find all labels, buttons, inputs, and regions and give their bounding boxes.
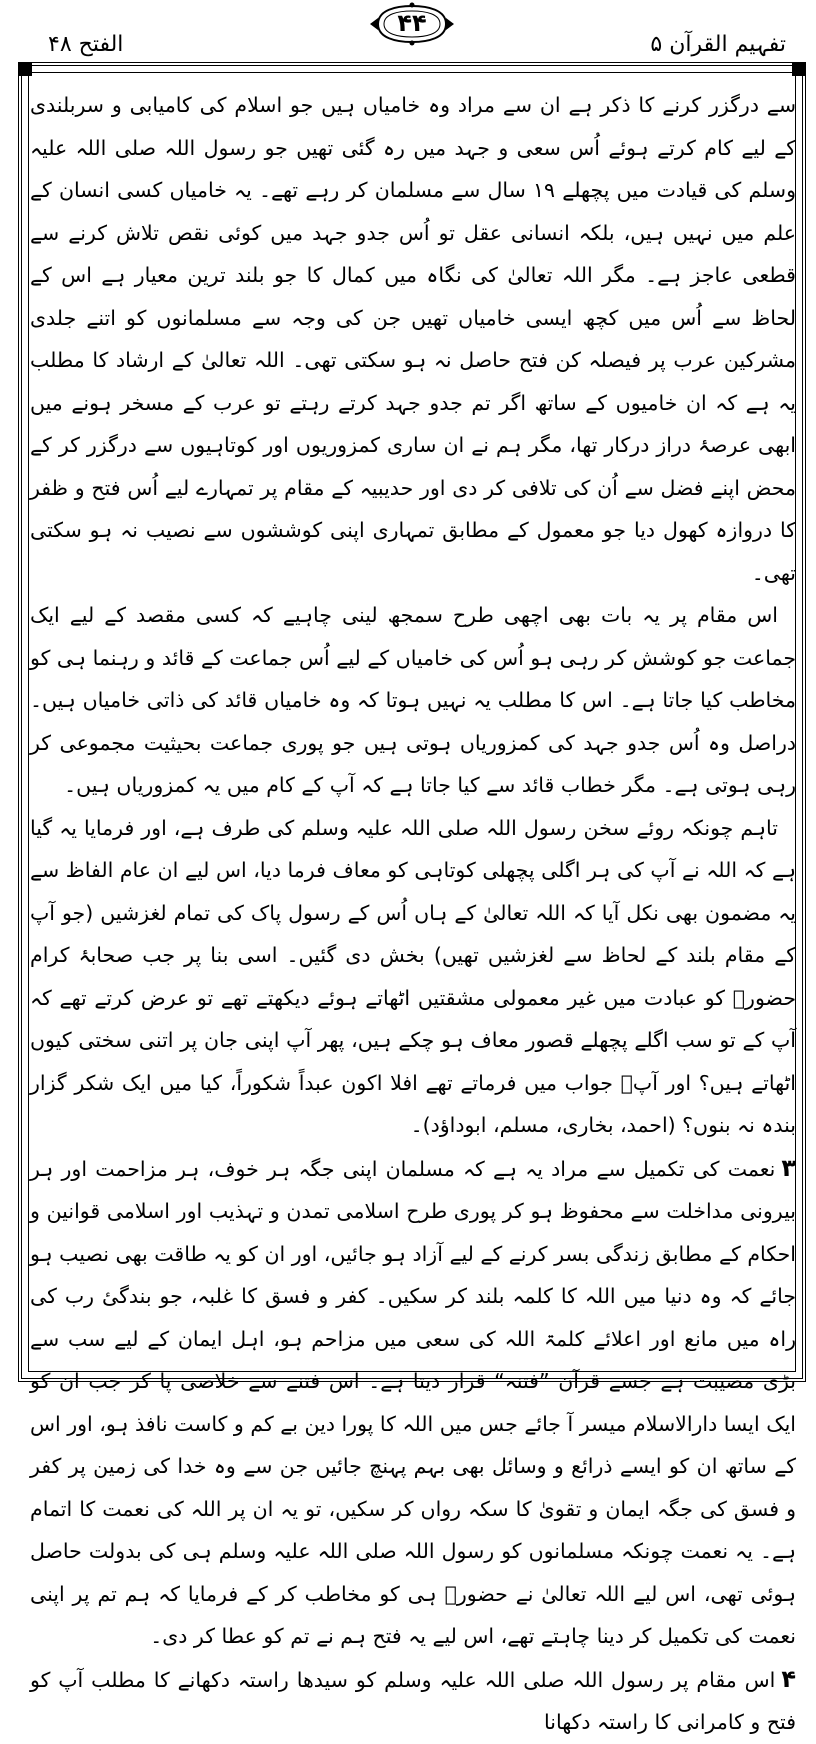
page-number-badge [366, 2, 458, 46]
paragraph-text: نعمت کی تکمیل سے مراد یہ ہے کہ مسلمان اپنی جگہ ہر خوف، ہر مزاحمت اور ہر بیرونی مداخلت سے محفوظ ہو کر پوری طرح اسلامی تمدن و تہذیب اور اسلامی قوانین و احکام کے مطابق زندگی بسر کرنے کے لیے آزاد ہو جائیں، اور ان کو یہ طاقت بھی نصیب ہو جائے کہ وہ دنیا میں اللہ کا کلمہ بلند کر سکیں۔ کفر و فسق کا غلبہ، جو بندگیٔ رب کی راہ میں مانع اور اعلائے کلمۃ اللہ کی سعی میں مزاحم ہو، اہل ایمان کے لیے سب سے بڑی مصیبت ہے جسے قرآن ”فتنہ“ قرار دیتا ہے۔ اس فتنے سے خلاصی پا کر جب ان کو ایک ایسا دارالاسلام میسر آ جائے جس میں اللہ کا پورا دین بے کم و کاست نافذ ہو، اور اس کے ساتھ ان کو ایسے ذرائع و وسائل بھی بہم پہنچ جائیں جن سے وہ خدا کی زمین پر کفر و فسق کی جگہ ایمان و تقویٰ کا سکہ رواں کر سکیں، تو یہ ان پر اللہ کی نعمت کا اتمام ہے۔ یہ نعمت چونکہ مسلمانوں کو رسول اللہ صلی اللہ علیہ وسلم ہی کی بدولت حاصل ہوئی تھی، اس لیے اللہ تعالیٰ نے حضورؐ ہی کو مخاطب کر کے فرمایا کہ ہم تم پر اپنی نعمت کی تکمیل کر دینا چاہتے تھے، اس لیے یہ فتح ہم نے تم کو عطا کر دی۔ [30, 1156, 796, 1648]
paragraph-text: سے درگزر کرنے کا ذکر ہے ان سے مراد وہ خامیاں ہیں جو اسلام کی کامیابی و سربلندی کے لیے کام کرتے ہوئے اُس سعی و جہد میں رہ گئی تھیں جو رسول اللہ صلی اللہ علیہ وسلم کی قیادت میں پچھلے ۱۹ سال سے مسلمان کر رہے تھے۔ یہ خامیاں کسی انسان کے علم میں نہیں ہیں، بلکہ انسانی عقل تو اُس جدو جہد میں کوئی نقص تلاش کرنے سے قطعی عاجز ہے۔ مگر اللہ تعالیٰ کی نگاہ میں کمال کا جو بلند ترین معیار ہے اس کے لحاظ سے اُس میں کچھ ایسی خامیاں تھیں جن کی وجہ سے مسلمانوں کو اتنے جلدی مشرکین عرب پر فیصلہ کن فتح حاصل نہ ہو سکتی تھی۔ اللہ تعالیٰ کے ارشاد کا مطلب یہ ہے کہ ان خامیوں کے ساتھ اگر تم جدو جہد کرتے رہتے تو عرب کے مسخر ہونے میں ابھی عرصۂ دراز درکار تھا، مگر ہم نے ان ساری کمزوریوں اور کوتاہیوں سے درگزر کر کے محض اپنے فضل سے اُن کی تلافی کر دی اور حدیبیہ کے مقام پر تمہارے لیے اُس فتح و ظفر کا دروازہ کھول دیا جو معمول کے مطابق تمہاری اپنی کوششوں سے نصیب نہ ہو سکتی تھی۔ [30, 93, 796, 585]
paragraph-text: تاہم چونکہ روئے سخن رسول اللہ صلی اللہ علیہ وسلم کی طرف ہے، اور فرمایا یہ گیا ہے کہ اللہ نے آپ کی ہر اگلی پچھلی کوتاہی کو معاف فرما دیا، اس لیے ان عام الفاظ سے یہ مضمون بھی نکل آیا کہ اللہ تعالیٰ کے ہاں اُس کے رسول پاک کی تمام لغزشیں (جو آپ کے مقام بلند کے لحاظ سے لغزشیں تھیں) بخش دی گئیں۔ اسی بنا پر جب صحابۂ کرام حضورؐ کو عبادت میں غیر معمولی مشقتیں اٹھاتے ہوئے دیکھتے تھے تو عرض کرتے تھے کہ آپ کے تو سب اگلے پچھلے قصور معاف ہو چکے ہیں، پھر آپ اپنی جان پر اتنی سختی کیوں اٹھاتے ہیں؟ اور آپؐ جواب میں فرماتے تھے افلا اکون عبداً شکوراً، کیا میں ایک شکر گزار بندہ نہ بنوں؟ (احمد، بخاری، مسلم، ابوداؤد)۔ [30, 815, 796, 1137]
book-title: تفہیم القرآن ۵ [650, 32, 786, 57]
commentary-body [30, 84, 796, 1734]
paragraph-text: اس مقام پر رسول اللہ صلی اللہ علیہ وسلم کو سیدھا راستہ دکھانے کا مطلب آپ کو فتح و کامرانی کا راستہ دکھانا [30, 1667, 796, 1734]
commentary-paragraph [30, 594, 796, 807]
footnote-number: ۴ [781, 1664, 796, 1693]
commentary-paragraph [30, 84, 796, 594]
corner-ornament [18, 62, 32, 76]
surah-reference: الفتح ۴۸ [48, 32, 124, 57]
footnote-number: ۳ [781, 1153, 796, 1182]
paragraph-text: اس مقام پر یہ بات بھی اچھی طرح سمجھ لینی چاہیے کہ کسی مقصد کے لیے ایک جماعت جو کوشش کر رہی ہو اُس کی خامیاں کے لیے اُس جماعت کے قائد و رہنما ہی کو مخاطب کیا جاتا ہے۔ اس کا مطلب یہ نہیں ہوتا کہ وہ خامیاں قائد کی ذاتی خامیاں ہیں۔ دراصل وہ اُس جدو جہد کی کمزوریاں ہوتی ہیں جو پوری جماعت بحیثیت مجموعی کر رہی ہوتی ہے۔ مگر خطاب قائد سے کیا جاتا ہے کہ آپ کے کام میں یہ کمزوریاں ہیں۔ [30, 603, 796, 797]
commentary-paragraph [30, 1658, 796, 1744]
page-number: ۴۴ [397, 9, 427, 37]
page-header [0, 0, 816, 60]
corner-ornament [792, 62, 806, 76]
commentary-paragraph [30, 1147, 796, 1658]
commentary-paragraph [30, 807, 796, 1147]
